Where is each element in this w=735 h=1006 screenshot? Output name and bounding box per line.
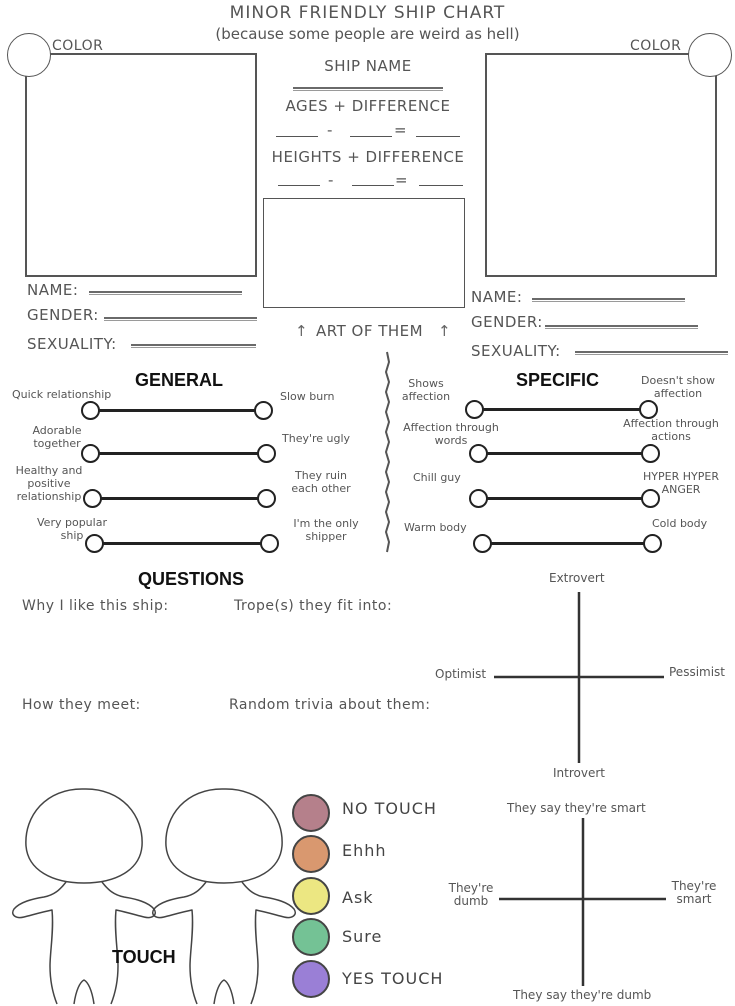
ages-minus: - [327, 121, 333, 139]
personality-right-label: Pessimist [669, 665, 726, 679]
general-slider-2-track[interactable] [90, 452, 268, 455]
general-heading: GENERAL [135, 370, 224, 390]
general-slider-1-left-handle[interactable] [81, 401, 100, 420]
specific-slider-1-track[interactable] [474, 408, 650, 411]
right-color-label: COLOR [630, 38, 682, 54]
ship-name-label: SHIP NAME [324, 57, 412, 75]
general-slider-3-left-handle[interactable] [83, 489, 102, 508]
art-arrow-right-icon: ↑ [438, 322, 452, 340]
smart-right-label: They're smart [671, 879, 717, 906]
specific-slider-1-left-handle[interactable] [465, 400, 484, 419]
general-slider-2-left-handle[interactable] [81, 444, 100, 463]
question-random-trivia: Random trivia about them: [229, 697, 431, 713]
left-sexuality-line[interactable] [131, 344, 256, 348]
right-sexuality-line[interactable] [575, 351, 728, 355]
heights-label: HEIGHTS + DIFFERENCE [271, 148, 465, 166]
specific-slider-3-track[interactable] [478, 497, 652, 500]
specific-slider-4-right-handle[interactable] [643, 534, 662, 553]
right-gender-label: GENDER: [471, 313, 543, 331]
personality-bottom-label: Introvert [553, 766, 605, 780]
page-title: MINOR FRIENDLY SHIP CHART [229, 3, 506, 23]
left-gender-label: GENDER: [27, 306, 99, 324]
yes-touch-swatch[interactable] [292, 960, 330, 998]
age-difference-blank[interactable] [416, 136, 460, 138]
specific-slider-3-left-label: Chill guy [413, 471, 461, 484]
heights-equals: = [395, 171, 409, 189]
right-gender-line[interactable] [545, 325, 698, 329]
specific-slider-4-track[interactable] [482, 542, 654, 545]
heights-minus: - [328, 171, 334, 189]
general-slider-4-right-handle[interactable] [260, 534, 279, 553]
ask-swatch[interactable] [292, 877, 330, 915]
art-label: ART OF THEM [316, 322, 424, 340]
personality-left-label: Optimist [435, 667, 487, 681]
general-slider-3-track[interactable] [92, 497, 268, 500]
height-difference-blank[interactable] [419, 185, 463, 187]
right-sexuality-label: SEXUALITY: [471, 342, 561, 360]
left-color-circle[interactable] [7, 33, 51, 77]
question-tropes: Trope(s) they fit into: [234, 598, 393, 614]
general-slider-4-track[interactable] [94, 542, 270, 545]
specific-slider-2-track[interactable] [478, 452, 652, 455]
ehhh-label: Ehhh [342, 841, 387, 860]
specific-slider-2-left-handle[interactable] [469, 444, 488, 463]
general-slider-4-right-label: I'm the only shipper [293, 517, 359, 543]
right-character-art-box[interactable] [485, 53, 717, 277]
question-why-like: Why I like this ship: [22, 598, 169, 614]
general-slider-2-right-label: They're ugly [282, 432, 351, 445]
age-one-blank[interactable] [276, 136, 318, 138]
specific-slider-2-right-label: Affection through actions [623, 417, 719, 443]
general-slider-2-left-label: Adorable together [32, 424, 82, 450]
specific-slider-3-right-label: HYPER HYPER ANGER [643, 470, 719, 496]
sure-label: Sure [342, 927, 383, 946]
left-name-line[interactable] [89, 291, 242, 295]
art-arrow-left-icon: ↑ [295, 322, 309, 340]
age-two-blank[interactable] [350, 136, 392, 138]
ask-label: Ask [342, 888, 374, 907]
specific-slider-1-right-label: Doesn't show affection [641, 374, 715, 400]
specific-slider-1-left-label: Shows affection [401, 377, 451, 403]
general-slider-2-right-handle[interactable] [257, 444, 276, 463]
smart-left-label: They're dumb [448, 881, 494, 908]
touch-heading: TOUCH [112, 947, 176, 967]
general-slider-1-right-handle[interactable] [254, 401, 273, 420]
specific-slider-2-right-handle[interactable] [641, 444, 660, 463]
left-sexuality-label: SEXUALITY: [27, 335, 117, 353]
specific-slider-3-right-handle[interactable] [641, 489, 660, 508]
height-one-blank[interactable] [278, 185, 320, 187]
specific-slider-4-left-handle[interactable] [473, 534, 492, 553]
general-slider-1-left-label: Quick relationship [12, 388, 112, 401]
general-slider-1-right-label: Slow burn [280, 390, 335, 403]
ehhh-swatch[interactable] [292, 835, 330, 873]
specific-heading: SPECIFIC [516, 370, 600, 390]
right-name-label: NAME: [471, 288, 523, 306]
sure-swatch[interactable] [292, 918, 330, 956]
ship-name-line[interactable] [293, 87, 443, 91]
general-slider-3-left-label: Healthy and positive relationship [15, 464, 83, 503]
yes-touch-label: YES TOUCH [342, 969, 444, 988]
ship-art-box[interactable] [263, 198, 465, 308]
smart-bottom-label: They say they're dumb [513, 988, 652, 1002]
specific-slider-3-left-handle[interactable] [469, 489, 488, 508]
personality-top-label: Extrovert [549, 571, 605, 585]
general-slider-4-left-label: Very popular ship [37, 516, 107, 542]
right-color-circle[interactable] [688, 33, 732, 77]
left-character-art-box[interactable] [25, 53, 257, 277]
questions-heading: QUESTIONS [138, 569, 245, 589]
question-how-meet: How they meet: [22, 697, 141, 713]
specific-slider-2-left-label: Affection through words [403, 421, 499, 447]
general-slider-4-left-handle[interactable] [85, 534, 104, 553]
general-slider-3-right-handle[interactable] [257, 489, 276, 508]
ages-equals: = [394, 121, 408, 139]
left-name-label: NAME: [27, 281, 79, 299]
left-color-label: COLOR [52, 38, 104, 54]
page-subtitle: (because some people are weird as hell) [215, 25, 520, 43]
no-touch-swatch[interactable] [292, 794, 330, 832]
general-slider-3-right-label: They ruin each other [291, 469, 351, 495]
right-name-line[interactable] [532, 298, 685, 302]
general-slider-1-track[interactable] [90, 409, 265, 412]
specific-slider-4-right-label: Cold body [652, 517, 708, 530]
left-gender-line[interactable] [104, 317, 257, 321]
ages-label: AGES + DIFFERENCE [285, 97, 451, 115]
smart-top-label: They say they're smart [507, 801, 646, 815]
height-two-blank[interactable] [352, 185, 394, 187]
no-touch-label: NO TOUCH [342, 799, 437, 818]
specific-slider-4-left-label: Warm body [404, 521, 467, 534]
